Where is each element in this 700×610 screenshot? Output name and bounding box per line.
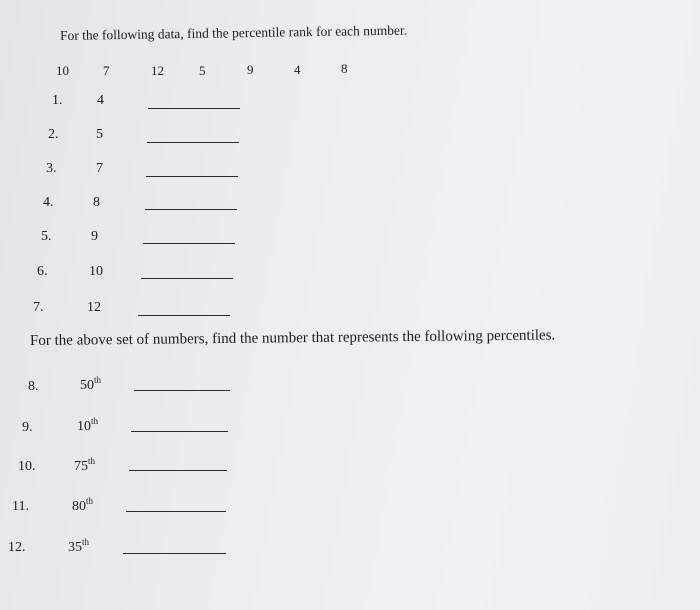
percentile-value: 50th (80, 375, 102, 393)
answer-blank[interactable] (134, 390, 230, 391)
question-value: 7 (96, 161, 103, 176)
data-value-5: 9 (247, 62, 254, 77)
data-value-7: 8 (341, 61, 348, 76)
instruction-find-percentile-number: For the above set of numbers, find the number that represents the following percentiles. (29, 327, 556, 349)
question-number: 6. (37, 264, 48, 279)
answer-blank[interactable] (146, 176, 238, 177)
answer-blank[interactable] (143, 243, 235, 244)
question-value: 9 (91, 229, 98, 244)
question-number: 5. (41, 229, 52, 244)
question-value: 12 (87, 300, 101, 315)
answer-blank[interactable] (126, 511, 226, 512)
data-value-1: 10 (56, 63, 69, 78)
instruction-percentile-rank: For the following data, find the percentile rank for each number. (59, 22, 408, 43)
percentile-value: 35th (68, 537, 90, 555)
question-value: 4 (97, 93, 104, 108)
question-number: 10. (18, 459, 36, 474)
question-value: 8 (93, 195, 100, 210)
question-number: 7. (33, 300, 44, 315)
question-number: 9. (22, 420, 33, 435)
question-value: 10 (89, 264, 103, 279)
question-number: 8. (28, 379, 39, 394)
data-value-4: 5 (199, 63, 206, 78)
answer-blank[interactable] (145, 209, 237, 210)
question-number: 3. (46, 161, 57, 176)
question-number: 4. (43, 195, 54, 210)
question-number: 1. (52, 93, 63, 108)
percentile-value: 75th (74, 456, 96, 474)
percentile-value: 10th (77, 416, 99, 434)
answer-blank[interactable] (138, 315, 230, 316)
answer-blank[interactable] (129, 470, 227, 471)
answer-blank[interactable] (141, 278, 233, 279)
data-value-2: 7 (103, 63, 110, 78)
question-number: 2. (48, 127, 59, 142)
question-number: 12. (8, 540, 26, 555)
answer-blank[interactable] (123, 553, 226, 554)
answer-blank[interactable] (131, 431, 228, 432)
data-value-3: 12 (151, 63, 164, 78)
answer-blank[interactable] (147, 142, 239, 143)
data-value-6: 4 (294, 62, 301, 77)
answer-blank[interactable] (148, 108, 240, 109)
question-value: 5 (96, 127, 103, 142)
percentile-value: 80th (72, 496, 94, 514)
question-number: 11. (12, 499, 29, 514)
